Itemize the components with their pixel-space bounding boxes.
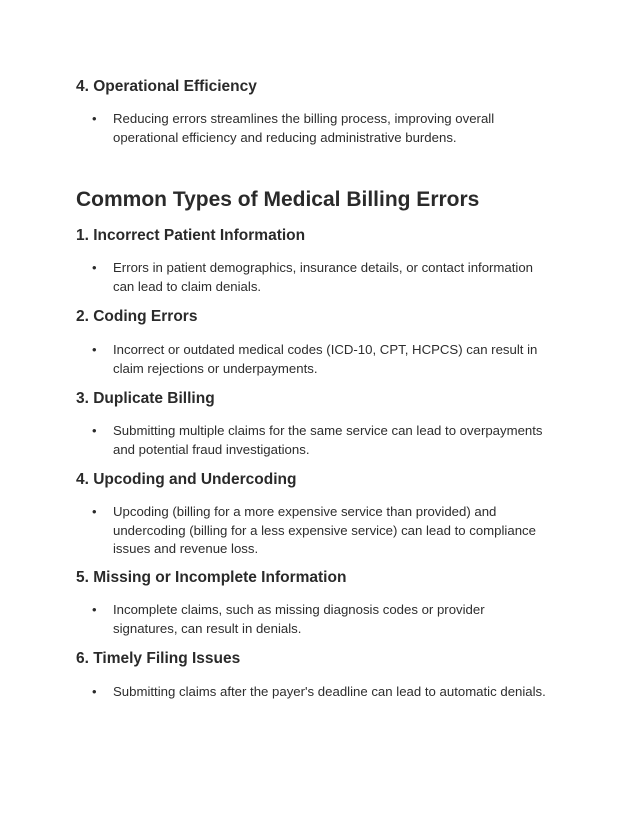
list-item xyxy=(92,503,552,559)
error-heading-incorrect-patient-information: 1. Incorrect Patient Information xyxy=(76,227,306,244)
bullet-list xyxy=(92,683,552,702)
bullet-text: Incorrect or outdated medical codes (ICD-10, CPT, HCPCS) can result in claim rejections or underpayments. xyxy=(113,342,538,376)
bullet-text: Submitting multiple claims for the same service can lead to overpayments and potential fraud investigations. xyxy=(113,423,543,457)
bullet-icon: • xyxy=(92,423,97,438)
bullet-icon: • xyxy=(92,342,97,357)
error-heading-upcoding-and-undercoding: 4. Upcoding and Undercoding xyxy=(76,471,297,488)
bullet-text: Incomplete claims, such as missing diagnosis codes or provider signatures, can result in denials. xyxy=(113,602,485,636)
list-item xyxy=(92,683,552,702)
error-heading-timely-filing-issues: 6. Timely Filing Issues xyxy=(76,650,241,667)
bullet-icon: • xyxy=(92,602,97,617)
main-heading: Common Types of Medical Billing Errors xyxy=(76,188,480,211)
error-heading-coding-errors: 2. Coding Errors xyxy=(76,308,198,325)
bullet-text: Upcoding (billing for a more expensive service than provided) and undercoding (billing for a less expensive service) can lead to compliance issues and revenue loss. xyxy=(113,504,536,556)
list-item xyxy=(92,601,552,638)
error-heading-missing-or-incomplete-information: 5. Missing or Incomplete Information xyxy=(76,569,347,586)
bullet-icon: • xyxy=(92,260,97,275)
list-item xyxy=(92,422,552,459)
bullet-text: Submitting claims after the payer's deadline can lead to automatic denials. xyxy=(113,684,546,699)
section-heading-operational-efficiency: 4. Operational Efficiency xyxy=(76,78,257,95)
bullet-list xyxy=(92,601,552,638)
error-heading-duplicate-billing: 3. Duplicate Billing xyxy=(76,390,215,407)
bullet-icon: • xyxy=(92,111,97,126)
bullet-text: Reducing errors streamlines the billing process, improving overall operational efficiency and reducing administrative burdens. xyxy=(113,111,495,145)
list-item xyxy=(92,259,552,296)
bullet-list xyxy=(92,422,552,459)
bullet-list xyxy=(92,503,552,559)
bullet-list xyxy=(92,110,552,147)
bullet-icon: • xyxy=(92,504,97,519)
bullet-text: Errors in patient demographics, insurance details, or contact information can lead to claim denials. xyxy=(113,260,534,294)
bullet-list xyxy=(92,341,552,378)
bullet-icon: • xyxy=(92,684,97,699)
list-item xyxy=(92,341,552,378)
bullet-list xyxy=(92,259,552,296)
list-item xyxy=(92,110,552,147)
